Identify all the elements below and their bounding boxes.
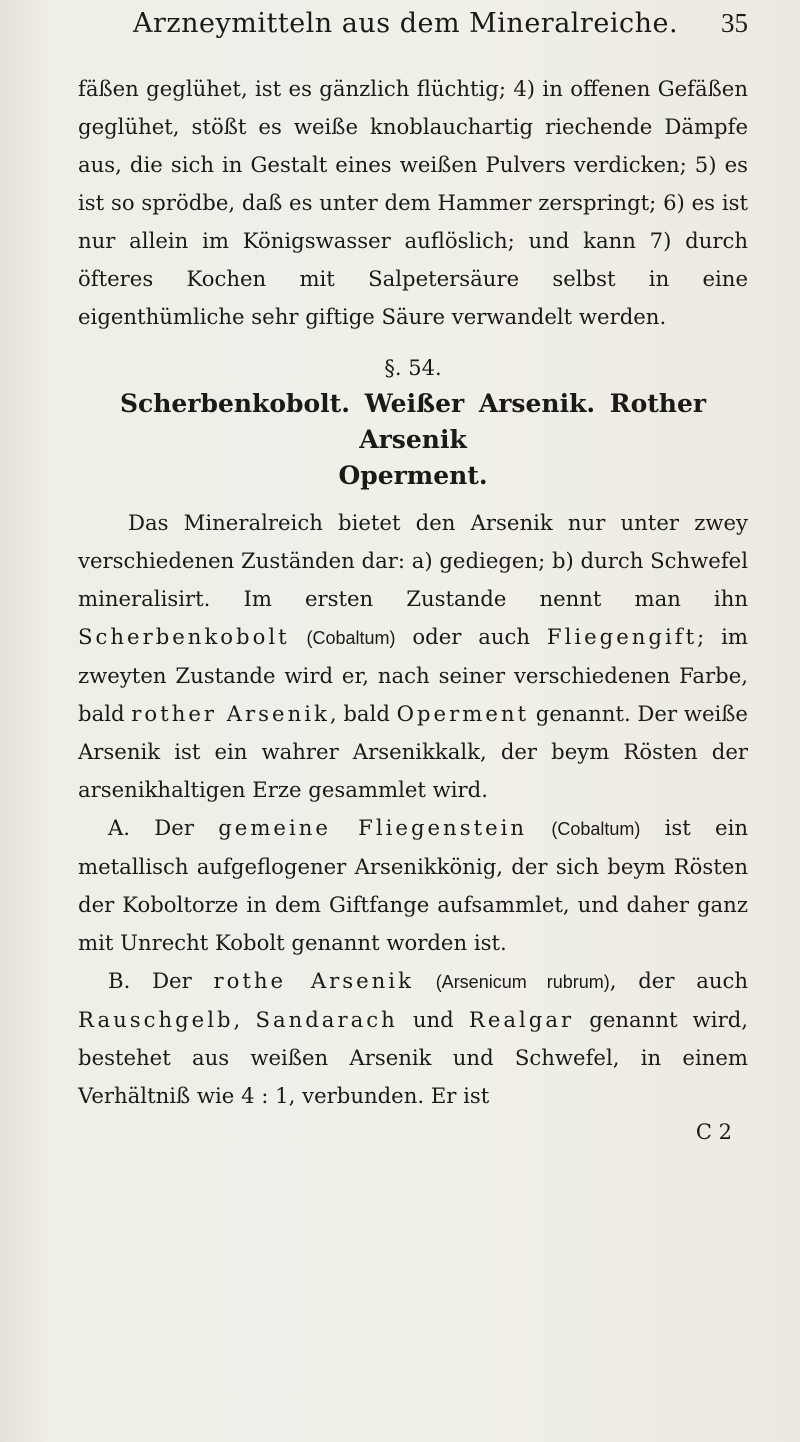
section-heading	[78, 386, 748, 494]
intro-paragraph: fäßen geglühet, ist es gänzlich flüchtig; 4) in offenen Gefäßen geglühet, stößt es weiße knoblauchartig riechende Dämpfe aus, die sich in Gestalt eines weißen Pulvers verdicken; 5) es ist so sprödbe, daß es unter dem Hammer zerspringt; 6) es ist nur allein im Königswasser auflöslich; und kann 7) durch öfteres Kochen mit Salpetersäure selbst in eine eigenthümliche sehr giftige Säure verwandelt werden.	[78, 76, 748, 329]
main-paragraph-part4: , bald	[329, 701, 397, 726]
latin-cobaltum: (Cobaltum)	[306, 628, 396, 648]
item-a-marker: A.	[108, 815, 131, 840]
latin-arsenicum-rubrum: (Arsenicum rubrum)	[435, 972, 610, 992]
term-realgar: Realgar	[468, 1007, 575, 1032]
running-head	[78, 8, 748, 70]
main-paragraph-part2: oder auch	[395, 624, 547, 649]
item-b-part5: genannt wird, bestehet aus weißen Arsenik und Schwefel, in einem Verhältniß wie 4 : 1, verbunden. Er ist	[78, 1007, 748, 1108]
item-b-part4: und	[397, 1007, 469, 1032]
item-a-part1: Der	[130, 815, 219, 840]
signature-mark: C 2	[695, 1120, 732, 1144]
term-fliegengift: Fliegengift	[546, 624, 698, 649]
section-mark: §. 54.	[384, 356, 442, 380]
main-paragraph-part5: genannt. Der weiße Arsenik ist ein wahrer Arsenikkalk, der beym Rösten der arsenikhaltigen Erze gesammlet wird.	[78, 701, 748, 802]
term-rothe-arsenik: rothe Arsenik	[213, 968, 414, 993]
item-b-part2: , der auch	[609, 968, 749, 993]
page-number: 35	[721, 8, 748, 38]
running-title: Arzneymitteln aus dem Mineralreiche.	[133, 8, 679, 39]
item-b	[78, 962, 748, 1115]
section-heading-line1: Scherbenkobolt. Weißer Arsenik. Rother Arsenik	[119, 389, 707, 454]
main-paragraph-part1: Das Mineralreich bietet den Arsenik nur unter zwey verschiedenen Zuständen dar: a) gediegen; b) durch Schwefel mineralisirt. Im ersten Zustande nennt man ihn	[78, 510, 748, 611]
item-b-part3: ,	[233, 1007, 256, 1032]
main-paragraph	[78, 504, 748, 809]
item-a	[78, 809, 748, 962]
item-b-marker: B.	[108, 968, 131, 993]
term-operment: Operment	[396, 701, 530, 726]
main-paragraph-part3: ; im zweyten Zustande wird er, nach seiner verschiedenen Farbe, bald	[78, 624, 748, 726]
item-a-part2: ist ein metallisch aufgeflogener Arsenikkönig, der sich beym Rösten der Koboltorze in dem Giftfange aufsammlet, und daher ganz mit Unrecht Kobolt genannt worden ist.	[78, 815, 748, 955]
term-scherbenkobolt: Scherbenkobolt	[78, 624, 290, 649]
term-gemeine-fliegenstein: gemeine Fliegenstein	[218, 815, 528, 840]
latin-cobaltum-a: (Cobaltum)	[551, 819, 641, 839]
term-rauschgelb: Rauschgelb	[78, 1007, 234, 1032]
section-heading-line2: Operment.	[338, 461, 488, 490]
term-rother-arsenik: rother Arsenik	[131, 701, 330, 726]
item-b-part1: Der	[130, 968, 214, 993]
term-sandarach: Sandarach	[255, 1007, 398, 1032]
